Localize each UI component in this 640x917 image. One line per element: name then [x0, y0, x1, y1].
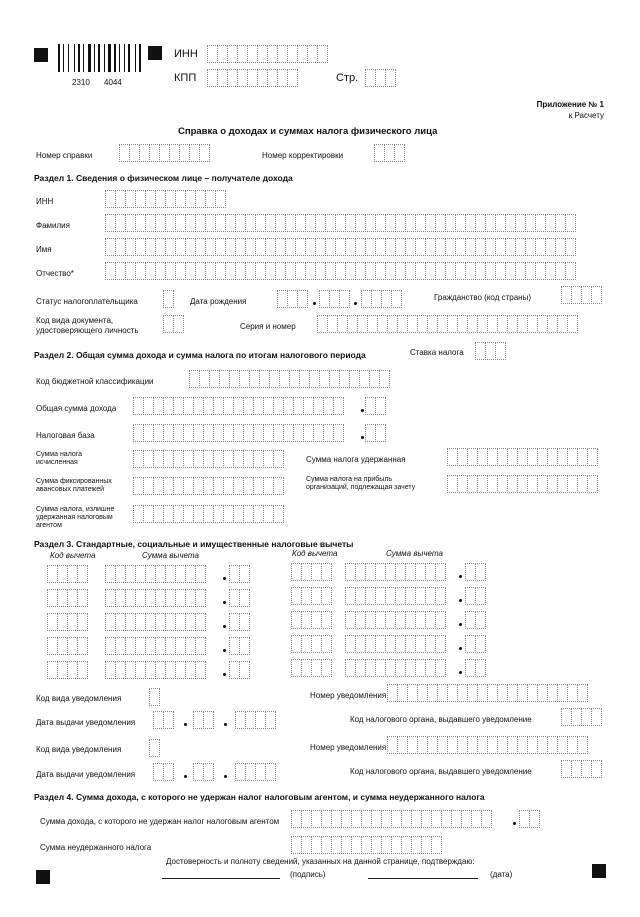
decimal-separator	[361, 436, 364, 439]
input-cell[interactable]	[195, 565, 206, 583]
marker-top-left	[34, 48, 48, 62]
deduction-amount-cells[interactable]	[106, 661, 206, 679]
deduction-code-header-right: Код вычета	[292, 549, 338, 558]
deduction-code-cells[interactable]	[48, 565, 88, 583]
input-cell[interactable]	[77, 637, 88, 655]
input-cell[interactable]	[287, 69, 298, 87]
input-cell[interactable]	[333, 424, 344, 442]
input-cell[interactable]	[149, 739, 160, 757]
input-cell[interactable]	[239, 613, 250, 631]
input-cell[interactable]	[163, 763, 174, 781]
citizenship-label: Гражданство (код страны)	[434, 293, 531, 302]
barcode-bar	[139, 44, 141, 72]
notice-year-cells-2[interactable]	[236, 763, 276, 781]
input-cell[interactable]	[435, 587, 446, 605]
kbk-cells[interactable]	[190, 370, 390, 388]
decimal-separator	[459, 575, 462, 578]
input-cell[interactable]	[203, 763, 214, 781]
notice-number-cells-2[interactable]	[388, 736, 588, 754]
input-cell[interactable]	[163, 290, 174, 308]
fixed-advance-cells[interactable]	[134, 477, 284, 495]
birth-day-cells[interactable]	[278, 290, 308, 308]
input-cell[interactable]	[273, 477, 284, 495]
input-cell[interactable]	[317, 45, 328, 63]
doc-type-cells[interactable]	[164, 315, 184, 333]
input-cell[interactable]	[163, 711, 174, 729]
decimal-separator	[513, 822, 516, 825]
deduction-code-cells[interactable]	[48, 589, 88, 607]
profit-tax-label	[306, 476, 415, 492]
input-cell[interactable]	[475, 587, 486, 605]
date-separator	[184, 775, 187, 778]
surname-label: Фамилия	[36, 221, 70, 230]
notice-type-cells-1[interactable]	[150, 688, 160, 706]
barcode-bar	[119, 44, 120, 72]
input-cell[interactable]	[565, 238, 576, 256]
date-separator	[313, 302, 316, 305]
barcode-bar	[78, 44, 80, 72]
barcode-bar	[83, 44, 84, 72]
notice-number-label-1: Номер уведомления	[310, 691, 387, 700]
date-separator	[224, 775, 227, 778]
section1-title: Раздел 1. Сведения о физическом лице – получателе дохода	[34, 173, 293, 183]
tax-base-kopecks[interactable]	[366, 424, 386, 442]
decimal-separator	[361, 409, 364, 412]
input-cell[interactable]	[195, 637, 206, 655]
deduction-amount-cells[interactable]	[346, 635, 446, 653]
deduction-code-cells[interactable]	[292, 659, 332, 677]
notice-day-cells-1[interactable]	[154, 711, 174, 729]
input-cell[interactable]	[239, 661, 250, 679]
excess-tax-line1: Сумма налога, излишне	[36, 506, 115, 513]
input-cell[interactable]	[339, 290, 350, 308]
fixed-advance-line1: Сумма фиксированных	[36, 478, 112, 485]
deduction-code-cells[interactable]	[48, 661, 88, 679]
appendix-line2: к Расчету	[568, 111, 604, 120]
excess-tax-line3: агентом	[36, 522, 62, 529]
deduction-amount-header-right: Сумма вычета	[386, 549, 443, 558]
profit-tax-line2: организаций, подлежащая зачету	[306, 484, 416, 491]
input-cell[interactable]	[321, 635, 332, 653]
birth-date-label: Дата рождения	[190, 297, 247, 306]
notice-month-cells-1[interactable]	[194, 711, 214, 729]
name-cells[interactable]	[106, 238, 576, 256]
kpp-header-label: КПП	[174, 72, 197, 84]
deduction-amount-cells[interactable]	[346, 587, 446, 605]
input-cell[interactable]	[475, 635, 486, 653]
deduction-amount-cells[interactable]	[106, 613, 206, 631]
input-cell[interactable]	[385, 69, 396, 87]
signature-caption: (подпись)	[290, 870, 326, 879]
input-cell[interactable]	[149, 688, 160, 706]
input-cell[interactable]	[321, 659, 332, 677]
barcode-bar	[98, 44, 100, 72]
excess-tax-line2: удержанная налоговым	[36, 514, 113, 521]
tax-rate-label: Ставка налога	[410, 348, 464, 357]
income-not-withheld-cells[interactable]	[292, 810, 492, 828]
input-cell[interactable]	[591, 286, 602, 304]
notice-type-label-1: Код вида уведомления	[36, 694, 122, 703]
income-not-withheld-label: Сумма дохода, с которого не удержан налог налоговым агентом	[40, 817, 280, 826]
taxpayer-status-label: Статус налогоплательщика	[36, 297, 138, 306]
deduction-code-cells[interactable]	[48, 637, 88, 655]
birth-year-cells[interactable]	[362, 290, 402, 308]
input-cell[interactable]	[333, 397, 344, 415]
date-separator	[354, 302, 357, 305]
input-cell[interactable]	[265, 711, 276, 729]
deduction-code-cells[interactable]	[292, 611, 332, 629]
input-cell[interactable]	[239, 589, 250, 607]
input-cell[interactable]	[529, 810, 540, 828]
fixed-advance-label	[36, 478, 112, 494]
tax-calculated-label	[36, 451, 82, 467]
date-line[interactable]	[368, 878, 478, 879]
input-cell[interactable]	[577, 736, 588, 754]
barcode-bar	[114, 44, 116, 72]
tax-rate-cells[interactable]	[476, 342, 506, 360]
input-cell[interactable]	[239, 637, 250, 655]
input-cell[interactable]	[215, 190, 226, 208]
total-income-label: Общая сумма дохода	[36, 404, 117, 413]
input-cell[interactable]	[567, 315, 578, 333]
input-cell[interactable]	[77, 661, 88, 679]
input-cell[interactable]	[195, 589, 206, 607]
deduction-code-cells[interactable]	[292, 587, 332, 605]
citizenship-cells[interactable]	[562, 286, 602, 304]
deduction-kopecks-cells[interactable]	[466, 587, 486, 605]
barcode-number-left: 2310	[72, 78, 90, 87]
notice-number-cells-1[interactable]	[388, 684, 588, 702]
section3-title: Раздел 3. Стандартные, социальные и имущественные налоговые вычеты	[34, 539, 354, 549]
doc-type-line1: Код вида документа,	[36, 316, 114, 325]
notice-date-label-1: Дата выдачи уведомления	[36, 718, 136, 727]
barcode-bar	[135, 44, 136, 72]
input-cell[interactable]	[435, 659, 446, 677]
inn-label: ИНН	[36, 197, 54, 206]
input-cell[interactable]	[195, 613, 206, 631]
input-cell[interactable]	[321, 611, 332, 629]
doc-type-label	[36, 316, 139, 336]
barcode-bar	[74, 44, 75, 72]
confirmation-text: Достоверность и полноту сведений, указанных на данной странице, подтверждаю:	[166, 857, 475, 866]
input-cell[interactable]	[475, 611, 486, 629]
doc-type-line2: удостоверяющего личность	[36, 326, 139, 335]
tax-calculated-line2: исчисленная	[36, 459, 78, 466]
barcode	[58, 44, 140, 72]
input-cell[interactable]	[391, 290, 402, 308]
profit-tax-line1: Сумма налога на прибыль	[306, 476, 393, 483]
deduction-kopecks-cells[interactable]	[466, 659, 486, 677]
input-cell[interactable]	[297, 290, 308, 308]
deduction-amount-cells[interactable]	[346, 563, 446, 581]
tax-calculated-cells[interactable]	[134, 450, 284, 468]
signature-line[interactable]	[162, 878, 280, 879]
total-income-cells[interactable]	[134, 397, 344, 415]
inn-header-label: ИНН	[174, 48, 198, 60]
input-cell[interactable]	[173, 315, 184, 333]
tax-authority-label-1: Код налогового органа, выдавшего уведомление	[350, 715, 532, 724]
input-cell[interactable]	[203, 711, 214, 729]
section2-title: Раздел 2. Общая сумма дохода и сумма налога по итогам налогового периода	[34, 350, 366, 360]
input-cell[interactable]	[321, 563, 332, 581]
deduction-kopecks-cells[interactable]	[230, 613, 250, 631]
deduction-amount-cells[interactable]	[106, 565, 206, 583]
surname-cells[interactable]	[106, 214, 576, 232]
decimal-separator	[223, 601, 226, 604]
certificate-number-cells[interactable]	[120, 144, 210, 162]
barcode-bar	[104, 44, 105, 72]
input-cell[interactable]	[431, 836, 442, 854]
marker-bottom-right	[592, 864, 606, 878]
barcode-bar	[63, 44, 64, 72]
notice-day-cells-2[interactable]	[154, 763, 174, 781]
input-cell[interactable]	[265, 763, 276, 781]
barcode-bar	[124, 44, 125, 72]
deduction-kopecks-cells[interactable]	[230, 661, 250, 679]
input-cell[interactable]	[375, 397, 386, 415]
notice-date-label-2: Дата выдачи уведомления	[36, 770, 136, 779]
barcode-bar	[88, 44, 91, 72]
input-cell[interactable]	[587, 448, 598, 466]
input-cell[interactable]	[591, 708, 602, 726]
income-not-withheld-kopecks[interactable]	[520, 810, 540, 828]
marker-bottom-left	[36, 870, 50, 884]
barcode-bar	[68, 44, 69, 72]
input-cell[interactable]	[239, 565, 250, 583]
appendix-line1: Приложение № 1	[536, 100, 604, 109]
deduction-amount-cells[interactable]	[106, 589, 206, 607]
tax-authority-label-2: Код налогового органа, выдавшего уведомление	[350, 767, 532, 776]
series-number-label: Серия и номер	[240, 322, 296, 331]
deduction-amount-cells[interactable]	[106, 637, 206, 655]
decimal-separator	[459, 623, 462, 626]
decimal-separator	[223, 625, 226, 628]
decimal-separator	[459, 599, 462, 602]
excess-tax-label	[36, 506, 114, 530]
tax-not-withheld-label: Сумма неудержанного налога	[40, 843, 152, 852]
inn-cells[interactable]	[106, 190, 226, 208]
input-cell[interactable]	[587, 475, 598, 493]
deduction-kopecks-cells[interactable]	[230, 637, 250, 655]
fixed-advance-line2: авансовых платежей	[36, 486, 105, 493]
barcode-bar	[108, 44, 111, 72]
input-cell[interactable]	[565, 262, 576, 280]
input-cell[interactable]	[435, 635, 446, 653]
page-label: Стр.	[336, 72, 359, 84]
notice-type-cells-2[interactable]	[150, 739, 160, 757]
deduction-kopecks-cells[interactable]	[466, 635, 486, 653]
taxpayer-status-cells[interactable]	[164, 290, 174, 308]
decimal-separator	[459, 671, 462, 674]
date-separator	[224, 723, 227, 726]
barcode-bar	[58, 44, 60, 72]
kbk-label: Код бюджетной классификации	[36, 377, 154, 386]
input-cell[interactable]	[475, 563, 486, 581]
section4-title: Раздел 4. Сумма дохода, с которого не удержан налог налоговым агентом, и сумма неудержанного налога	[34, 792, 485, 802]
correction-number-cells[interactable]	[375, 144, 405, 162]
profit-tax-cells[interactable]	[448, 475, 598, 493]
input-cell[interactable]	[435, 563, 446, 581]
tax-calculated-line1: Сумма налога	[36, 451, 83, 458]
deduction-amount-cells[interactable]	[346, 611, 446, 629]
input-cell[interactable]	[321, 587, 332, 605]
decimal-separator	[223, 649, 226, 652]
input-cell[interactable]	[195, 661, 206, 679]
input-cell[interactable]	[273, 505, 284, 523]
total-income-kopecks[interactable]	[366, 397, 386, 415]
deduction-code-header-left: Код вычета	[50, 551, 96, 560]
birth-month-cells[interactable]	[320, 290, 350, 308]
correction-number-label: Номер корректировки	[262, 151, 344, 160]
input-cell[interactable]	[77, 565, 88, 583]
input-cell[interactable]	[481, 810, 492, 828]
tax-withheld-label: Сумма налога удержанная	[306, 455, 406, 464]
name-label: Имя	[36, 245, 52, 254]
input-cell[interactable]	[591, 760, 602, 778]
input-cell[interactable]	[375, 424, 386, 442]
decimal-separator	[459, 647, 462, 650]
page-title: Справка о доходах и суммах налога физического лица	[178, 126, 438, 137]
notice-number-label-2: Номер уведомления	[310, 743, 387, 752]
excess-tax-cells[interactable]	[134, 505, 284, 523]
patronymic-label: Отчество*	[36, 269, 74, 278]
tax-authority-cells-2[interactable]	[562, 760, 602, 778]
date-caption: (дата)	[490, 870, 513, 879]
deduction-kopecks-cells[interactable]	[230, 565, 250, 583]
deduction-kopecks-cells[interactable]	[466, 611, 486, 629]
input-cell[interactable]	[565, 214, 576, 232]
marker-top-right	[148, 46, 162, 60]
deduction-code-cells[interactable]	[292, 563, 332, 581]
notice-year-cells-1[interactable]	[236, 711, 276, 729]
input-cell[interactable]	[199, 144, 210, 162]
barcode-bar	[128, 44, 130, 72]
input-cell[interactable]	[394, 144, 405, 162]
deduction-code-cells[interactable]	[292, 635, 332, 653]
input-cell[interactable]	[273, 450, 284, 468]
inn-header-cells[interactable]	[208, 45, 328, 63]
input-cell[interactable]	[577, 684, 588, 702]
deduction-kopecks-cells[interactable]	[230, 589, 250, 607]
tax-base-cells[interactable]	[134, 424, 344, 442]
date-separator	[184, 723, 187, 726]
notice-type-label-2: Код вида уведомления	[36, 745, 122, 754]
tax-not-withheld-cells[interactable]	[292, 836, 442, 854]
input-cell[interactable]	[77, 589, 88, 607]
decimal-separator	[223, 577, 226, 580]
tax-withheld-cells[interactable]	[448, 448, 598, 466]
tax-authority-cells-1[interactable]	[562, 708, 602, 726]
tax-base-label: Налоговая база	[36, 431, 95, 440]
certificate-number-label: Номер справки	[36, 151, 93, 160]
patronymic-cells[interactable]	[106, 262, 576, 280]
page-cells[interactable]	[366, 69, 396, 87]
input-cell[interactable]	[475, 659, 486, 677]
barcode-number-right: 4044	[104, 78, 122, 87]
input-cell[interactable]	[435, 611, 446, 629]
deduction-amount-header-left: Сумма вычета	[142, 551, 199, 560]
input-cell[interactable]	[77, 613, 88, 631]
deduction-kopecks-cells[interactable]	[466, 563, 486, 581]
series-number-cells[interactable]	[318, 315, 578, 333]
decimal-separator	[223, 673, 226, 676]
kpp-header-cells[interactable]	[208, 69, 298, 87]
notice-month-cells-2[interactable]	[194, 763, 214, 781]
deduction-amount-cells[interactable]	[346, 659, 446, 677]
input-cell[interactable]	[495, 342, 506, 360]
barcode-bar	[94, 44, 95, 72]
input-cell[interactable]	[379, 370, 390, 388]
deduction-code-cells[interactable]	[48, 613, 88, 631]
